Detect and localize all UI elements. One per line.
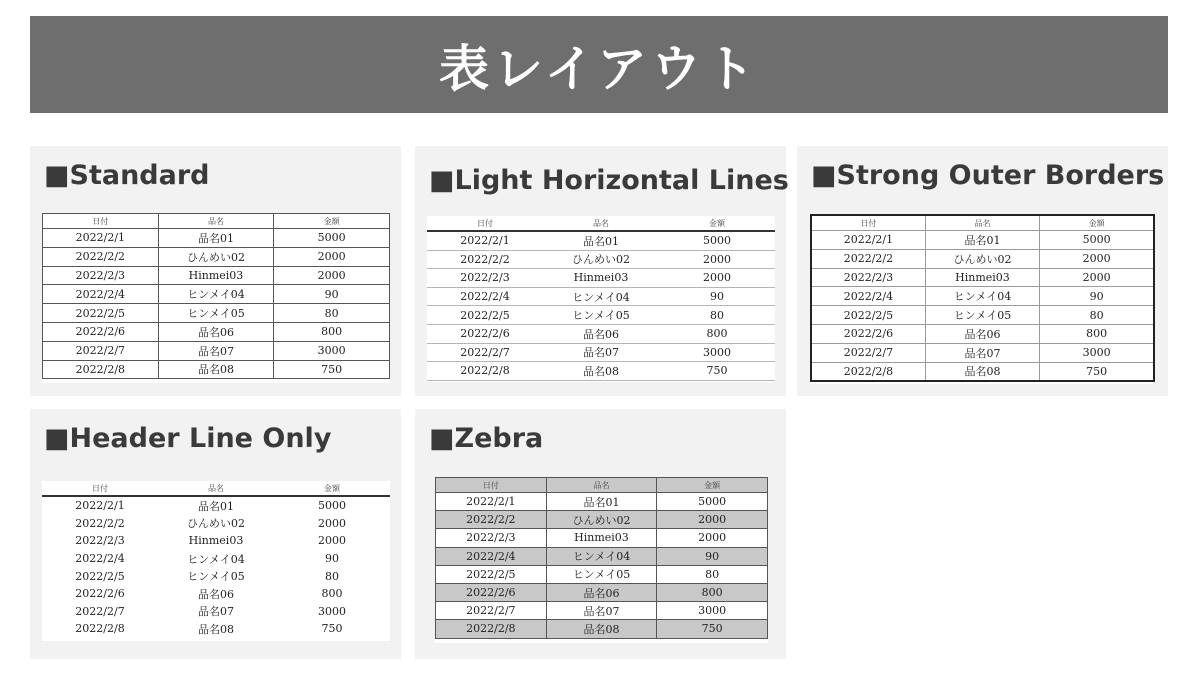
table-row — [811, 306, 1154, 325]
table-cell: 80 — [325, 569, 339, 583]
table-row — [427, 250, 775, 269]
table-cell: 2022/2/7 — [43, 341, 159, 360]
table-standard — [42, 213, 390, 379]
table-cell: 品名07 — [925, 343, 1039, 362]
table-cell: 2022/2/2 — [43, 247, 159, 266]
table-cell: 2022/2/5 — [436, 565, 547, 583]
table-row — [427, 231, 775, 250]
table-cell: 2022/2/8 — [436, 620, 547, 638]
card-title-strong-outer-borders: ■Strong Outer Borders — [811, 160, 1165, 191]
table-cell: 2022/2/3 — [75, 534, 125, 548]
table-cell: ヒンメイ04 — [543, 287, 659, 306]
card-strong-outer-borders — [797, 146, 1168, 396]
table-cell: 品名01 — [543, 231, 659, 250]
column-header: 品名 — [158, 214, 274, 229]
table-cell: 2022/2/8 — [811, 362, 925, 381]
table-row — [436, 493, 768, 511]
table-cell: 800 — [274, 322, 390, 341]
table-cell: ひんめい02 — [158, 247, 274, 266]
table-cell: 2022/2/8 — [75, 622, 125, 636]
table-cell: 750 — [274, 360, 390, 379]
table-cell: 80 — [1040, 306, 1154, 325]
table-cell: 2022/2/5 — [427, 306, 543, 325]
table-cell: 80 — [657, 565, 768, 583]
table-row — [42, 585, 390, 603]
table-cell: 品名07 — [543, 343, 659, 362]
table-cell: 品名01 — [198, 499, 234, 513]
table-cell: 750 — [657, 620, 768, 638]
table-cell: 5000 — [657, 493, 768, 511]
table-cell: 品名08 — [543, 362, 659, 381]
table-light-horizontal-lines — [427, 216, 775, 381]
table-cell: 2000 — [657, 529, 768, 547]
column-header: 日付 — [427, 216, 543, 231]
sheet-zebra — [435, 477, 768, 643]
table-cell: Hinmei03 — [158, 266, 274, 285]
table-header-line-only — [42, 481, 390, 638]
table-cell: 2022/2/2 — [811, 249, 925, 268]
table-cell: 2022/2/6 — [811, 324, 925, 343]
table-cell: 2022/2/5 — [43, 304, 159, 323]
table-row — [42, 515, 390, 533]
card-title-light-horizontal-lines: ■Light Horizontal Lines — [429, 165, 789, 196]
table-row — [811, 324, 1154, 343]
table-cell: 2022/2/5 — [811, 306, 925, 325]
column-header: 金額 — [1040, 215, 1154, 231]
column-header: 金額 — [659, 216, 775, 231]
table-cell: 2000 — [318, 534, 346, 548]
table-cell: 品名06 — [546, 583, 657, 601]
column-header: 日付 — [42, 481, 158, 496]
column-header: 品名 — [925, 215, 1039, 231]
sheet-strong-outer-borders — [810, 214, 1155, 384]
table-cell: 2022/2/7 — [427, 343, 543, 362]
table-cell: 2022/2/4 — [811, 287, 925, 306]
table-row — [427, 343, 775, 362]
sheet-standard — [42, 213, 390, 383]
table-cell: 90 — [1040, 287, 1154, 306]
table-row — [427, 362, 775, 381]
table-cell: 品名08 — [198, 622, 234, 636]
table-cell: 品名08 — [925, 362, 1039, 381]
table-cell: 800 — [659, 324, 775, 343]
page-title: 表レイアウト — [439, 39, 759, 98]
table-cell: Hinmei03 — [925, 268, 1039, 287]
table-cell: 2000 — [659, 250, 775, 269]
table-cell: ヒンメイ04 — [187, 552, 245, 566]
table-cell: 2022/2/4 — [436, 547, 547, 565]
table-cell: 2022/2/1 — [427, 231, 543, 250]
column-header: 品名 — [546, 478, 657, 493]
table-row — [43, 266, 390, 285]
table-cell: 800 — [1040, 324, 1154, 343]
table-cell: 2022/2/2 — [427, 250, 543, 269]
table-cell: 品名06 — [158, 322, 274, 341]
table-row — [436, 583, 768, 601]
table-row — [811, 231, 1154, 250]
table-cell: 2022/2/4 — [43, 285, 159, 304]
column-header: 日付 — [811, 215, 925, 231]
table-cell: Hinmei03 — [546, 529, 657, 547]
table-cell: 5000 — [1040, 231, 1154, 250]
table-row — [43, 247, 390, 266]
table-cell: ヒンメイ04 — [546, 547, 657, 565]
table-cell: 2022/2/8 — [427, 362, 543, 381]
card-title-standard: ■Standard — [44, 160, 210, 191]
table-row — [427, 269, 775, 288]
table-cell: 2000 — [659, 269, 775, 288]
table-row — [43, 229, 390, 248]
table-row — [427, 324, 775, 343]
table-row — [436, 547, 768, 565]
table-cell: 品名07 — [198, 605, 234, 619]
header-row — [427, 216, 775, 231]
table-cell: ヒンメイ04 — [925, 287, 1039, 306]
table-cell: 2022/2/4 — [427, 287, 543, 306]
table-cell: 品名01 — [546, 493, 657, 511]
table-cell: 5000 — [318, 499, 346, 513]
card-standard — [30, 146, 401, 396]
table-row — [43, 304, 390, 323]
table-cell: 90 — [659, 287, 775, 306]
card-title-zebra: ■Zebra — [429, 423, 544, 454]
header-row — [436, 478, 768, 493]
table-cell: 品名08 — [546, 620, 657, 638]
header-row — [42, 481, 390, 496]
table-row — [436, 529, 768, 547]
table-row — [42, 532, 390, 550]
table-cell: 品名06 — [543, 324, 659, 343]
table-cell: ヒンメイ04 — [158, 285, 274, 304]
table-cell: 3000 — [1040, 343, 1154, 362]
table-cell: 2000 — [318, 516, 346, 530]
table-cell: Hinmei03 — [543, 269, 659, 288]
table-cell: 2000 — [657, 511, 768, 529]
table-row — [436, 602, 768, 620]
table-cell: 750 — [321, 622, 343, 636]
table-cell: 3000 — [659, 343, 775, 362]
table-cell: 2022/2/1 — [436, 493, 547, 511]
table-row — [811, 287, 1154, 306]
table-cell: 2022/2/3 — [427, 269, 543, 288]
table-cell: 2022/2/1 — [811, 231, 925, 250]
column-header: 金額 — [274, 481, 390, 496]
table-cell: ひんめい02 — [925, 249, 1039, 268]
table-cell: 800 — [657, 583, 768, 601]
table-cell: 2022/2/7 — [436, 602, 547, 620]
table-cell: 2022/2/7 — [811, 343, 925, 362]
table-row — [436, 511, 768, 529]
column-header: 日付 — [436, 478, 547, 493]
table-cell: ヒンメイ05 — [925, 306, 1039, 325]
table-cell: ひんめい02 — [187, 517, 245, 531]
title-banner — [30, 16, 1168, 113]
table-row — [427, 306, 775, 325]
header-row — [811, 215, 1154, 231]
table-cell: 2000 — [274, 266, 390, 285]
table-cell: 2022/2/1 — [43, 229, 159, 248]
table-row — [811, 268, 1154, 287]
header-row — [43, 214, 390, 229]
table-cell: 800 — [321, 587, 343, 601]
table-cell: ヒンメイ05 — [187, 570, 245, 584]
table-row — [43, 285, 390, 304]
table-cell: ひんめい02 — [543, 250, 659, 269]
table-cell: 2000 — [274, 247, 390, 266]
table-cell: ヒンメイ05 — [543, 306, 659, 325]
table-cell: 品名01 — [158, 229, 274, 248]
table-cell: 2022/2/3 — [436, 529, 547, 547]
table-cell: 品名07 — [546, 602, 657, 620]
table-cell: 品名07 — [158, 341, 274, 360]
table-cell: 3000 — [657, 602, 768, 620]
table-cell: 80 — [274, 304, 390, 323]
table-row — [43, 341, 390, 360]
card-header-line-only — [30, 409, 401, 659]
table-cell: 2022/2/3 — [43, 266, 159, 285]
table-cell: Hinmei03 — [188, 534, 244, 548]
column-header: 品名 — [543, 216, 659, 231]
table-cell: 2022/2/5 — [75, 569, 125, 583]
column-header: 金額 — [274, 214, 390, 229]
table-zebra — [435, 477, 768, 639]
table-cell: 2022/2/2 — [436, 511, 547, 529]
card-light-horizontal-lines — [415, 146, 789, 396]
table-row — [42, 620, 390, 638]
table-row — [811, 249, 1154, 268]
table-cell: ひんめい02 — [546, 511, 657, 529]
table-cell: 品名06 — [198, 587, 234, 601]
table-cell: 品名06 — [925, 324, 1039, 343]
table-cell: 2000 — [1040, 249, 1154, 268]
table-row — [42, 496, 390, 515]
table-cell: 2022/2/6 — [436, 583, 547, 601]
table-cell: 90 — [274, 285, 390, 304]
table-cell: 5000 — [659, 231, 775, 250]
table-cell: 750 — [659, 362, 775, 381]
table-cell: 2022/2/8 — [43, 360, 159, 379]
table-cell: ヒンメイ05 — [546, 565, 657, 583]
table-row — [42, 567, 390, 585]
table-row — [42, 550, 390, 568]
table-cell: 2022/2/1 — [75, 499, 125, 513]
sheet-header-line-only — [42, 481, 390, 641]
table-row — [436, 565, 768, 583]
table-row — [43, 322, 390, 341]
table-row — [436, 620, 768, 638]
table-cell: 2022/2/2 — [75, 516, 125, 530]
table-row — [42, 603, 390, 621]
table-cell: 90 — [657, 547, 768, 565]
table-cell: 80 — [659, 306, 775, 325]
table-cell: 90 — [325, 552, 339, 566]
table-cell: 5000 — [274, 229, 390, 248]
card-zebra — [415, 409, 786, 659]
table-cell: 750 — [1040, 362, 1154, 381]
table-cell: 3000 — [274, 341, 390, 360]
table-row — [811, 343, 1154, 362]
table-cell: 品名08 — [158, 360, 274, 379]
table-row — [427, 287, 775, 306]
table-cell: 2022/2/3 — [811, 268, 925, 287]
table-cell: 2022/2/6 — [427, 324, 543, 343]
table-cell: 2022/2/6 — [75, 587, 125, 601]
column-header: 日付 — [43, 214, 159, 229]
table-cell: 品名01 — [925, 231, 1039, 250]
column-header: 金額 — [657, 478, 768, 493]
table-cell: 2022/2/7 — [75, 604, 125, 618]
table-cell: 3000 — [318, 604, 346, 618]
table-cell: 2022/2/6 — [43, 322, 159, 341]
table-cell: ヒンメイ05 — [158, 304, 274, 323]
table-cell: 2000 — [1040, 268, 1154, 287]
table-strong-outer-borders — [810, 214, 1155, 382]
table-cell: 2022/2/4 — [75, 552, 125, 566]
sheet-light-horizontal-lines — [427, 216, 775, 382]
table-row — [43, 360, 390, 379]
column-header: 品名 — [158, 481, 274, 496]
card-title-header-line-only: ■Header Line Only — [44, 423, 332, 454]
table-row — [811, 362, 1154, 381]
